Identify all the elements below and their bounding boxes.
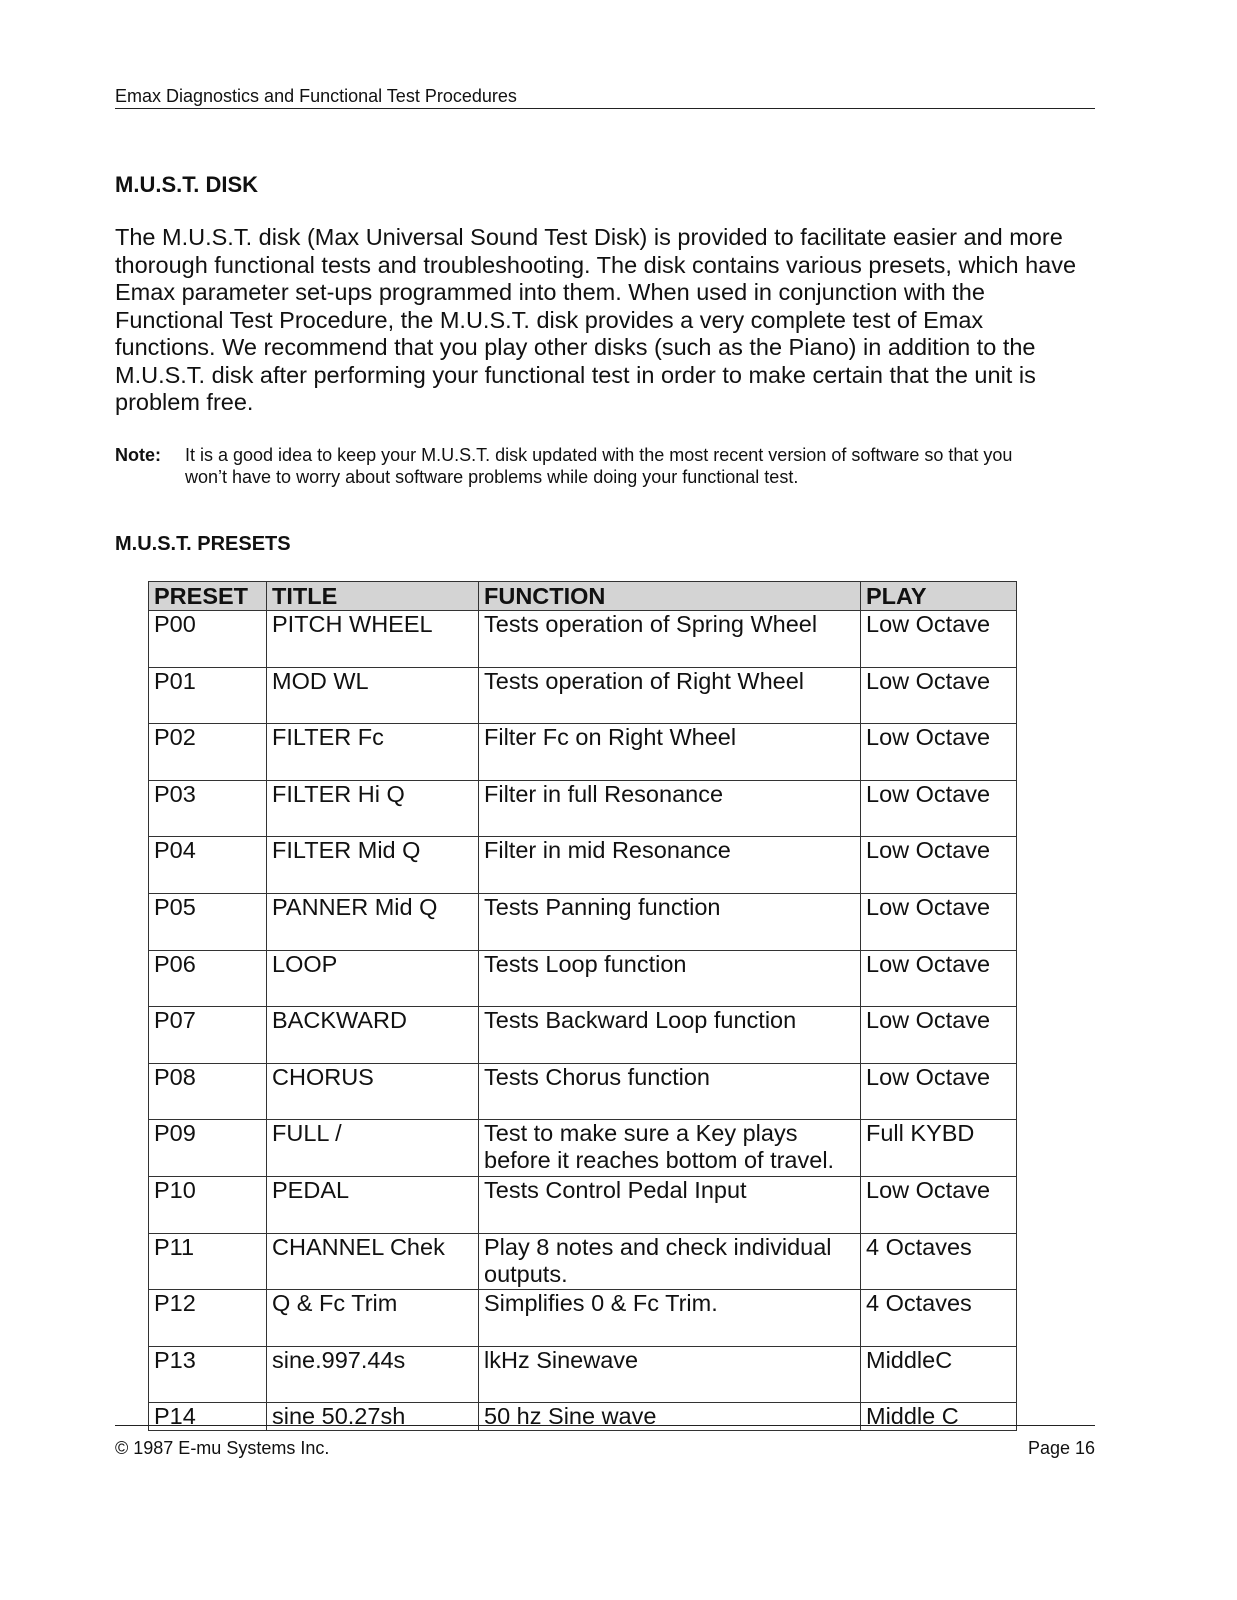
- note-line: won’t have to worry about software problems while doing your functional test.: [185, 467, 799, 487]
- title-cell: sine.997.44s: [267, 1346, 479, 1403]
- play-cell: Low Octave: [861, 950, 1017, 1007]
- table-row: [149, 1346, 1017, 1403]
- play-cell: MiddleC: [861, 1346, 1017, 1403]
- play-cell: Low Octave: [861, 1063, 1017, 1120]
- footer-page-number: Page 16: [1027, 1438, 1095, 1458]
- table-row: [149, 1120, 1017, 1177]
- function-cell: Tests Panning function: [479, 893, 861, 950]
- table-row: [149, 1233, 1017, 1290]
- preset-cell: P03: [149, 780, 267, 837]
- play-cell: 4 Octaves: [861, 1233, 1017, 1290]
- note-text: [185, 444, 1100, 488]
- title-cell: CHORUS: [267, 1063, 479, 1120]
- play-cell: Low Octave: [861, 1007, 1017, 1064]
- table-row: [149, 667, 1017, 724]
- page-header: Emax Diagnostics and Functional Test Procedures: [115, 86, 1095, 109]
- column-header-title: TITLE: [267, 582, 479, 611]
- title-cell: FULL /: [267, 1120, 479, 1177]
- table-row: [149, 893, 1017, 950]
- intro-line: functions. We recommend that you play other disks (such as the Piano) in addition to the: [115, 334, 1036, 360]
- intro-line: problem free.: [115, 389, 254, 415]
- table-row: [149, 837, 1017, 894]
- title-cell: LOOP: [267, 950, 479, 1007]
- section-title: M.U.S.T. DISK: [115, 172, 259, 197]
- title-cell: PEDAL: [267, 1176, 479, 1233]
- table-row: [149, 1176, 1017, 1233]
- function-cell: Tests Loop function: [479, 950, 861, 1007]
- intro-line: Functional Test Procedure, the M.U.S.T. disk provides a very complete test of Emax: [115, 306, 984, 333]
- column-header-function: FUNCTION: [479, 582, 861, 611]
- play-cell: 4 Octaves: [861, 1290, 1017, 1347]
- title-cell: FILTER Hi Q: [267, 780, 479, 837]
- play-cell: Low Octave: [861, 724, 1017, 781]
- table-row: [149, 950, 1017, 1007]
- function-cell: 50 hz Sine wave: [479, 1403, 861, 1431]
- preset-cell: P11: [149, 1233, 267, 1290]
- table-row: [149, 1290, 1017, 1347]
- note-line: It is a good idea to keep your M.U.S.T. disk updated with the most recent version of software so that you: [185, 445, 1013, 465]
- preset-cell: P10: [149, 1176, 267, 1233]
- table-row: [149, 1063, 1017, 1120]
- preset-cell: P05: [149, 893, 267, 950]
- preset-cell: P01: [149, 667, 267, 724]
- function-cell: Tests operation of Spring Wheel: [479, 611, 861, 668]
- table-header-row: [149, 582, 1017, 611]
- intro-paragraph: [115, 224, 1100, 417]
- presets-title: M.U.S.T. PRESETS: [115, 533, 291, 555]
- title-cell: FILTER Mid Q: [267, 837, 479, 894]
- play-cell: Low Octave: [861, 667, 1017, 724]
- title-cell: BACKWARD: [267, 1007, 479, 1064]
- title-cell: CHANNEL Chek: [267, 1233, 479, 1290]
- preset-cell: P09: [149, 1120, 267, 1177]
- function-cell: Tests Chorus function: [479, 1063, 861, 1120]
- preset-cell: P02: [149, 724, 267, 781]
- column-header-play: PLAY: [861, 582, 1017, 611]
- footer-divider: [115, 1425, 1095, 1426]
- presets-table: [148, 581, 1017, 1431]
- title-cell: MOD WL: [267, 667, 479, 724]
- function-cell: Filter Fc on Right Wheel: [479, 724, 861, 781]
- preset-cell: P04: [149, 837, 267, 894]
- play-cell: Low Octave: [861, 893, 1017, 950]
- table-row: [149, 1007, 1017, 1064]
- column-header-preset: PRESET: [149, 582, 267, 611]
- preset-cell: P13: [149, 1346, 267, 1403]
- footer-copyright: © 1987 E-mu Systems Inc.: [115, 1438, 330, 1458]
- preset-cell: P06: [149, 950, 267, 1007]
- preset-cell: P07: [149, 1007, 267, 1064]
- play-cell: Middle C: [861, 1403, 1017, 1431]
- function-cell: lkHz Sinewave: [479, 1346, 861, 1403]
- table-row: [149, 724, 1017, 781]
- table-row: [149, 1403, 1017, 1431]
- intro-line: Emax parameter set-ups programmed into them. When used in conjunction with the: [115, 279, 985, 305]
- note-label: Note:: [115, 445, 161, 465]
- preset-cell: P00: [149, 611, 267, 668]
- function-cell: Simplifies 0 & Fc Trim.: [479, 1290, 861, 1347]
- play-cell: Low Octave: [861, 837, 1017, 894]
- function-cell: Play 8 notes and check individual outputs.: [479, 1233, 861, 1290]
- function-cell: Filter in mid Resonance: [479, 837, 861, 894]
- play-cell: Full KYBD: [861, 1120, 1017, 1177]
- intro-line: thorough functional tests and troubleshooting. The disk contains various presets, which have: [115, 251, 1077, 278]
- title-cell: FILTER Fc: [267, 724, 479, 781]
- play-cell: Low Octave: [861, 1176, 1017, 1233]
- title-cell: PITCH WHEEL: [267, 611, 479, 668]
- preset-cell: P14: [149, 1403, 267, 1431]
- intro-line: The M.U.S.T. disk (Max Universal Sound Test Disk) is provided to facilitate easier and more: [115, 224, 1063, 250]
- title-cell: sine 50.27sh: [267, 1403, 479, 1431]
- preset-cell: P08: [149, 1063, 267, 1120]
- play-cell: Low Octave: [861, 611, 1017, 668]
- function-cell: Tests operation of Right Wheel: [479, 667, 861, 724]
- title-cell: Q & Fc Trim: [267, 1290, 479, 1347]
- table-row: [149, 611, 1017, 668]
- function-cell: Tests Control Pedal Input: [479, 1176, 861, 1233]
- function-cell: Test to make sure a Key plays before it reaches bottom of travel.: [479, 1120, 861, 1177]
- intro-line: M.U.S.T. disk after performing your functional test in order to make certain that the unit is: [115, 361, 1036, 388]
- table-row: [149, 780, 1017, 837]
- preset-cell: P12: [149, 1290, 267, 1347]
- function-cell: Filter in full Resonance: [479, 780, 861, 837]
- play-cell: Low Octave: [861, 780, 1017, 837]
- title-cell: PANNER Mid Q: [267, 893, 479, 950]
- function-cell: Tests Backward Loop function: [479, 1007, 861, 1064]
